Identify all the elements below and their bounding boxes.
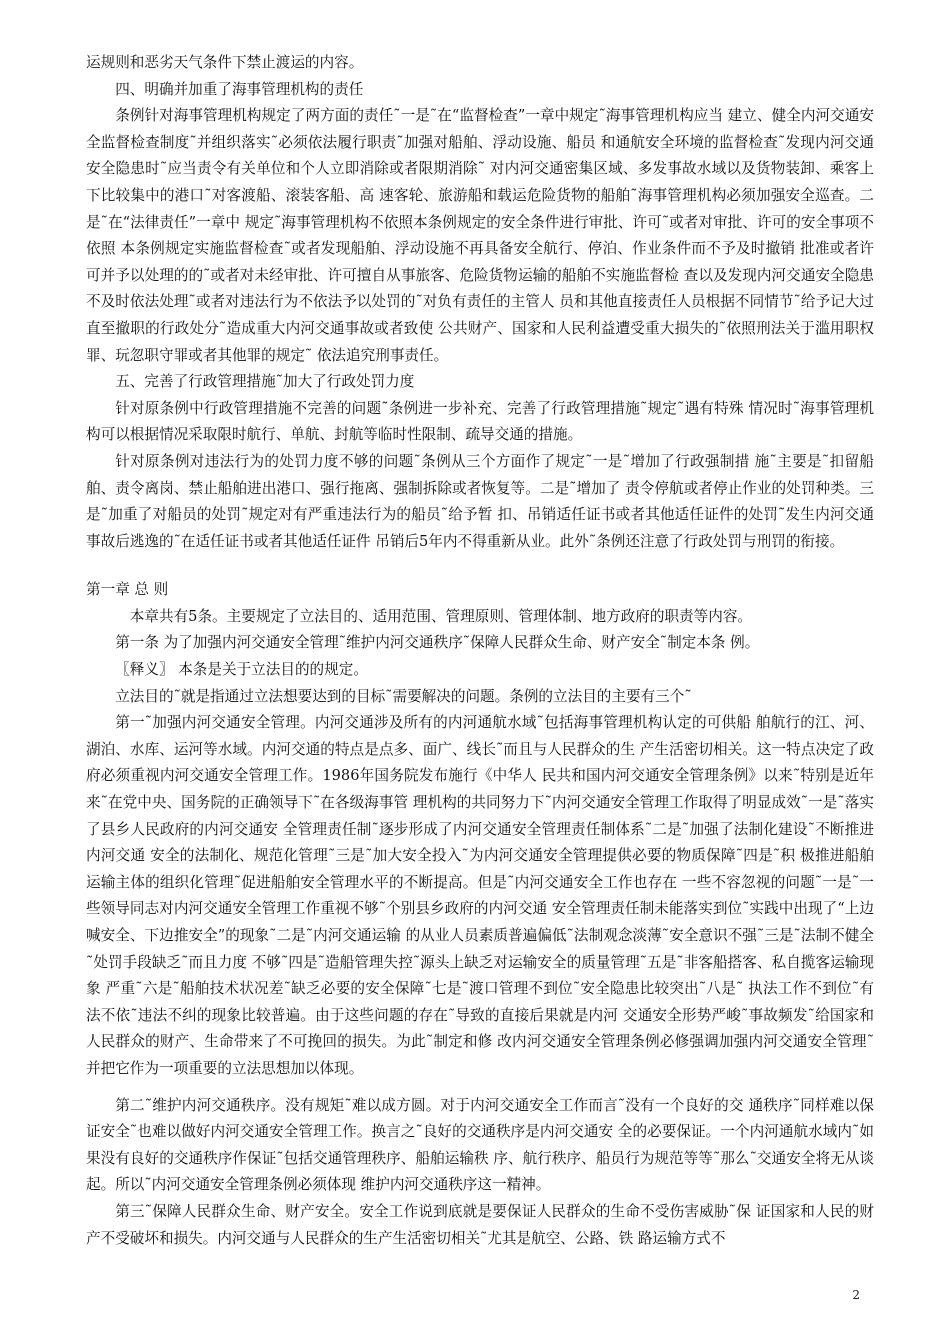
page-number: 2 (852, 1288, 860, 1302)
section-gap (86, 555, 874, 577)
paragraph-gap (86, 1083, 874, 1093)
paragraph-purpose-3: 第三˜保障人民群众生命、财产安全。安全工作说到底就是要保证人民群众的生命不受伤害威胁˜保 证国家和人民的财产不受破坏和损失。内河交通与人民群众的生产生活密切相关˜尤其是航空、公路、铁 路运输方式不 (86, 1202, 874, 1247)
paragraph-legislative-purpose: 立法目的˜就是指通过立法想要达到的目标˜需要解决的问题。条例的立法目的主要有三个˜ (115, 687, 692, 705)
chapter-heading: 第一章 总 则 (86, 581, 169, 599)
paragraph-admin-measures: 针对原条例中行政管理措施不完善的问题˜条例进一步补充、完善了行政管理措施˜规定˜遇有特殊 情况时˜海事管理机构可以根据情况采取限时航行、单航、封航等临时性限制、疏导交通的措施。 (86, 399, 874, 444)
document-body (86, 50, 874, 1252)
article-1: 第一条 为了加强内河交通安全管理˜维护内河交通秩序˜保障人民群众生命、财产安全˜制定本条 例。 (115, 634, 760, 652)
interpretation-label: 〖释义〗 本条是关于立法目的的规定。 (115, 661, 368, 679)
paragraph-maritime-duties: 条例针对海事管理机构规定了两方面的责任˜一是˜在“监督检查”一章中规定˜海事管理机构应当 建立、健全内河交通安全监督检查制度˜并组织落实˜必须依法履行职责˜加强对船舶、浮动设施、船员 和通航安全环境的监督检查˜发现内河交通安全隐患时˜应当责令有关单位和个人立即消除或者限期消除˜ 对内河交通密集区域、多发事故水域以及货物装卸、乘客上下比较集中的港口˜对客渡船、滚装客船、高 速客轮、旅游船和载运危险货物的船舶˜海事管理机构必须加强安全巡查。二是˜在“法律责任”一章中 规定˜海事管理机构不依照本条例规定的安全条件进行审批、许可˜或者对审批、许可的安全事项不依照 本条例规定实施监督检查˜或者发现船舶、浮动设施不再具备安全航行、停泊、作业条件而不予及时撤销 批准或者许可并予以处理的的˜或者对未经审批、许可擅自从事旅客、危险货物运输的船舶不实施监督检 查以及发现内河交通安全隐患不及时依法处理˜或者对违法行为不依法予以处罚的˜对负有责任的主管人 员和其他直接责任人员根据不同情节˜给予记大过直至撤职的行政处分˜造成重大内河交通事故或者致使 公共财产、国家和人民利益遭受重大损失的˜依照刑法关于滥用职权罪、玩忽职守罪或者其他罪的规定˜ 依法追究刑事责任。 (86, 107, 874, 364)
section-heading-4: 四、明确并加重了海事管理机构的责任 (115, 80, 364, 98)
paragraph-purpose-2: 第二˜维护内河交通秩序。没有规矩˜难以成方圆。对于内河交通安全工作而言˜没有一个良好的交 通秩序˜同样难以保证安全˜也难以做好内河交通安全管理工作。换言之˜良好的交通秩序是内河交通安 全的必要保证。一个内河通航水域内˜如果没有良好的交通秩序作保证˜包括交通管理秩序、船舶运输秩 序、航行秩序、船员行为规范等等˜那么˜交通安全将无从谈起。所以˜内河交通安全管理条例必须体现 维护内河交通秩序这一精神。 (86, 1096, 874, 1194)
paragraph-penalties: 针对原条例对违法行为的处罚力度不够的问题˜条例从三个方面作了规定˜一是˜增加了行政强制措 施˜主要是˜扣留船舶、责令离岗、禁止船舶进出港口、强行拖离、强制拆除或者恢复等。二是˜增加了 责令停航或者停止作业的处罚种类。三是˜加重了对船员的处罚˜规定对有严重违法行为的船员˜给予暂 扣、吊销适任证书或者其他适任证件的处罚˜发生内河交通事故后逃逸的˜在适任证书或者其他适任证件 吊销后5年内不得重新从业。此外˜条例还注意了行政处罚与刑罚的衔接。 (86, 452, 874, 550)
section-heading-5: 五、完善了行政管理措施˜加大了行政处罚力度 (115, 373, 415, 391)
paragraph-purpose-1: 第一˜加强内河交通安全管理。内河交通涉及所有的内河通航水域˜包括海事管理机构认定的可供船 舶航行的江、河、湖泊、水库、运河等水域。内河交通的特点是点多、面广、线长˜而且与人民群众的生 产生活密切相关。这一特点决定了政府必须重视内河交通安全管理工作。1986年国务院发布施行《中华人 民共和国内河交通安全管理条例》以来˜特别是近年来˜在党中央、国务院的正确领导下˜在各级海事管 理机构的共同努力下˜内河交通安全管理工作取得了明显成效˜一是˜落实了县乡人民政府的内河交通安 全管理责任制˜逐步形成了内河交通安全管理责任制体系˜二是˜加强了法制化建设˜不断推进内河交通 安全的法制化、规范化管理˜三是˜加大安全投入˜为内河交通安全管理提供必要的物质保障˜四是˜积 极推进船舶运输主体的组织化管理˜促进船舶安全管理水平的不断提高。但是˜内河交通安全工作也存在 一些不容忽视的问题˜一是˜一些领导同志对内河交通安全管理工作重视不够˜个别县乡政府的内河交通 安全管理责任制未能落实到位˜实践中出现了“上边喊安全、下边推安全”的现象˜二是˜内河交通运输 的从业人员素质普遍偏低˜法制观念淡薄˜安全意识不强˜三是˜法制不健全˜处罚手段缺乏˜而且力度 不够˜四是˜造船管理失控˜源头上缺乏对运输安全的质量管理˜五是˜非客船搭客、私自揽客运输现象 严重˜六是˜船舶技术状况差˜缺乏必要的安全保障˜七是˜渡口管理不到位˜安全隐患比较突出˜八是˜ 执法工作不到位˜有法不依˜违法不纠的现象比较普遍。由于这些问题的存在˜导致的直接后果就是内河 交通安全形势严峻˜事故频发˜给国家和人民群众的财产、生命带来了不可挽回的损失。为此˜制定和修 改内河交通安全管理条例必修强调加强内河交通安全管理˜并把它作为一项重要的立法思想加以体现。 (86, 714, 874, 1077)
chapter-summary: 本章共有5条。主要规定了立法目的、适用范围、管理原则、管理体制、地方政府的职责等内容。 (129, 607, 753, 625)
paragraph-continuation: 运规则和恶劣天气条件下禁止渡运的内容。 (86, 54, 364, 71)
